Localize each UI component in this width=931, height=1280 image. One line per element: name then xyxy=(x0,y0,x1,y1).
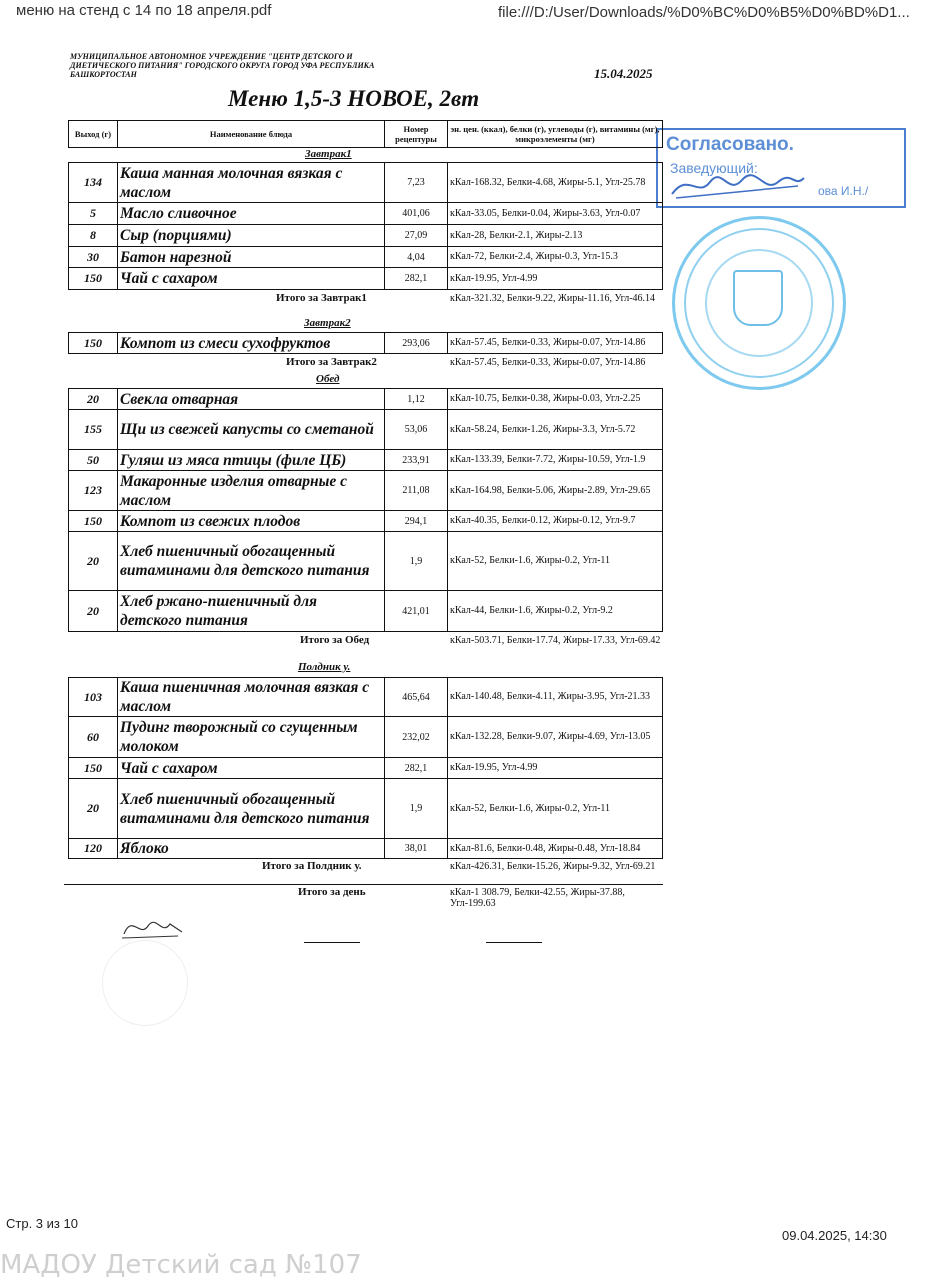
table-row xyxy=(69,591,663,632)
cell-recipe: 401,06 xyxy=(385,203,448,225)
cell-recipe: 1,9 xyxy=(385,532,448,591)
section-total-label: Итого за Завтрак1 xyxy=(276,292,367,304)
faded-seal-icon xyxy=(102,940,188,1026)
cell-name: Пудинг творожный со сгущенным молоком xyxy=(118,717,385,758)
cell-recipe: 1,9 xyxy=(385,779,448,839)
pdf-document-title: меню на стенд с 14 по 18 апреля.pdf xyxy=(16,2,272,19)
cell-nutrition: кКал-132.28, Белки-9.07, Жиры-4.69, Угл-13.05 xyxy=(448,717,663,758)
cell-nutrition: кКал-10.75, Белки-0.38, Жиры-0.03, Угл-2.25 xyxy=(448,389,663,410)
cell-recipe: 4,04 xyxy=(385,247,448,268)
table-row xyxy=(69,163,663,203)
cell-output: 120 xyxy=(69,839,118,859)
cell-nutrition: кКал-140.48, Белки-4.11, Жиры-3.95, Угл-21.33 xyxy=(448,678,663,717)
watermark: МАДОУ Детский сад №107 xyxy=(0,1250,362,1280)
cell-output: 123 xyxy=(69,471,118,511)
cell-output: 30 xyxy=(69,247,118,268)
menu-title: Меню 1,5-3 НОВОЕ, 2вт xyxy=(228,86,480,111)
menu-table-header xyxy=(68,120,663,148)
section-title: Завтрак2 xyxy=(304,317,351,329)
signature-icon xyxy=(118,912,188,942)
page-counter: Стр. 3 из 10 xyxy=(6,1216,78,1231)
table-row xyxy=(69,717,663,758)
cell-output: 50 xyxy=(69,450,118,471)
table-row xyxy=(69,450,663,471)
cell-nutrition: кКал-58.24, Белки-1.26, Жиры-3.3, Угл-5.72 xyxy=(448,410,663,450)
cell-recipe: 282,1 xyxy=(385,758,448,779)
cell-name: Хлеб пшеничный обогащенный витаминами для детского питания xyxy=(118,779,385,839)
cell-output: 103 xyxy=(69,678,118,717)
section-total-value: кКал-426.31, Белки-15.26, Жиры-9.32, Угл-69.21 xyxy=(450,861,656,872)
menu-date: 15.04.2025 xyxy=(594,66,653,81)
cell-recipe: 282,1 xyxy=(385,268,448,290)
cell-recipe: 232,02 xyxy=(385,717,448,758)
cell-recipe: 465,64 xyxy=(385,678,448,717)
table-row xyxy=(69,389,663,410)
approval-stamp xyxy=(656,128,906,208)
cell-recipe: 53,06 xyxy=(385,410,448,450)
organization-name: МУНИЦИПАЛЬНОЕ АВТОНОМНОЕ УЧРЕЖДЕНИЕ "ЦЕНТР ДЕТСКОГО И ДИЕТИЧЕСКОГО ПИТАНИЯ" ГОРОДСКОГО ОКРУГА ГОРОД УФА РЕСПУБЛИКА БАШКОРТОСТАН xyxy=(70,52,375,79)
cell-nutrition: кКал-164.98, Белки-5.06, Жиры-2.89, Угл-29.65 xyxy=(448,471,663,511)
cell-output: 150 xyxy=(69,268,118,290)
cell-recipe: 27,09 xyxy=(385,225,448,247)
cell-nutrition: кКал-52, Белки-1.6, Жиры-0.2, Угл-11 xyxy=(448,779,663,839)
cell-output: 20 xyxy=(69,779,118,839)
pdf-file-url: file:///D:/User/Downloads/%D0%BC%D0%B5%D0%BD%D1... xyxy=(498,4,910,21)
col-recipe: Номер рецептуры xyxy=(385,121,448,148)
cell-name: Масло сливочное xyxy=(118,203,385,225)
cell-name: Компот из смеси сухофруктов xyxy=(118,333,385,354)
cell-recipe: 38,01 xyxy=(385,839,448,859)
section-title: Полдник у. xyxy=(298,661,351,673)
section-table xyxy=(68,332,663,354)
cell-output: 20 xyxy=(69,532,118,591)
cell-output: 150 xyxy=(69,758,118,779)
cell-name: Щи из свежей капусты со сметаной xyxy=(118,410,385,450)
table-row xyxy=(69,678,663,717)
stamp-head-name: ова И.Н./ xyxy=(818,184,869,198)
section-total-label: Итого за Полдник у. xyxy=(262,860,362,872)
cell-nutrition: кКал-81.6, Белки-0.48, Жиры-0.48, Угл-18.84 xyxy=(448,839,663,859)
cell-name: Чай с сахаром xyxy=(118,268,385,290)
cell-name: Хлеб ржано-пшеничный для детского питания xyxy=(118,591,385,632)
table-row xyxy=(69,839,663,859)
cell-name: Гуляш из мяса птицы (филе ЦБ) xyxy=(118,450,385,471)
cell-output: 60 xyxy=(69,717,118,758)
cell-output: 20 xyxy=(69,389,118,410)
cell-name: Чай с сахаром xyxy=(118,758,385,779)
signature-line xyxy=(304,942,360,943)
cell-nutrition: кКал-33.05, Белки-0.04, Жиры-3.63, Угл-0.07 xyxy=(448,203,663,225)
cell-name: Макаронные изделия отварные с маслом xyxy=(118,471,385,511)
cell-output: 20 xyxy=(69,591,118,632)
section-total-value: кКал-57.45, Белки-0.33, Жиры-0.07, Угл-14.86 xyxy=(450,357,646,368)
section-total-label: Итого за Завтрак2 xyxy=(286,356,377,368)
cell-name: Каша манная молочная вязкая с маслом xyxy=(118,163,385,203)
section-title: Обед xyxy=(316,373,340,385)
cell-recipe: 7,23 xyxy=(385,163,448,203)
cell-name: Сыр (порциями) xyxy=(118,225,385,247)
divider xyxy=(64,884,663,885)
cell-recipe: 233,91 xyxy=(385,450,448,471)
print-datetime: 09.04.2025, 14:30 xyxy=(782,1228,887,1243)
cell-output: 150 xyxy=(69,511,118,532)
table-row xyxy=(69,333,663,354)
cell-recipe: 211,08 xyxy=(385,471,448,511)
cell-output: 134 xyxy=(69,163,118,203)
cell-nutrition: кКал-72, Белки-2.4, Жиры-0.3, Угл-15.3 xyxy=(448,247,663,268)
table-row xyxy=(69,247,663,268)
cell-nutrition: кКал-57.45, Белки-0.33, Жиры-0.07, Угл-14.86 xyxy=(448,333,663,354)
cell-name: Яблоко xyxy=(118,839,385,859)
cell-name: Свекла отварная xyxy=(118,389,385,410)
col-nutrition: эн. цен. (ккал), белки (г), углеводы (г), витамины (мг), микроэлементы (мг) xyxy=(448,121,663,148)
cell-output: 155 xyxy=(69,410,118,450)
cell-nutrition: кКал-28, Белки-2.1, Жиры-2.13 xyxy=(448,225,663,247)
cell-name: Батон нарезной xyxy=(118,247,385,268)
cell-recipe: 421,01 xyxy=(385,591,448,632)
cell-nutrition: кКал-44, Белки-1.6, Жиры-0.2, Угл-9.2 xyxy=(448,591,663,632)
cell-output: 8 xyxy=(69,225,118,247)
cell-nutrition: кКал-168.32, Белки-4.68, Жиры-5.1, Угл-25.78 xyxy=(448,163,663,203)
table-row xyxy=(69,410,663,450)
section-total-value: кКал-321.32, Белки-9.22, Жиры-11.16, Угл-46.14 xyxy=(450,293,656,304)
col-name: Наименование блюда xyxy=(118,121,385,148)
section-table xyxy=(68,388,663,632)
signature-icon xyxy=(668,168,808,202)
table-row xyxy=(69,471,663,511)
cell-recipe: 294,1 xyxy=(385,511,448,532)
table-row xyxy=(69,511,663,532)
section-total-label: Итого за Обед xyxy=(300,634,370,646)
cell-name: Компот из свежих плодов xyxy=(118,511,385,532)
cell-recipe: 293,06 xyxy=(385,333,448,354)
stamp-approved-text: Согласовано. xyxy=(666,134,794,155)
section-total-value: кКал-503.71, Белки-17.74, Жиры-17.33, Угл-69.42 xyxy=(450,635,661,646)
section-table xyxy=(68,677,663,859)
signature-line xyxy=(486,942,542,943)
table-row xyxy=(69,758,663,779)
seal-emblem-icon xyxy=(733,270,783,326)
stamp-head-label: Заведующий: xyxy=(670,160,758,176)
cell-nutrition: кКал-19.95, Угл-4.99 xyxy=(448,758,663,779)
day-total-value: кКал-1 308.79, Белки-42.55, Жиры-37.88, Угл-199.63 xyxy=(450,887,625,909)
cell-output: 5 xyxy=(69,203,118,225)
section-title: Завтрак1 xyxy=(305,148,352,160)
cell-output: 150 xyxy=(69,333,118,354)
cell-recipe: 1,12 xyxy=(385,389,448,410)
cell-nutrition: кКал-19.95, Угл-4.99 xyxy=(448,268,663,290)
cell-nutrition: кКал-133.39, Белки-7.72, Жиры-10.59, Угл-1.9 xyxy=(448,450,663,471)
table-row xyxy=(69,203,663,225)
cell-nutrition: кКал-40.35, Белки-0.12, Жиры-0.12, Угл-9.7 xyxy=(448,511,663,532)
table-row xyxy=(69,225,663,247)
day-total-label: Итого за день xyxy=(298,886,366,898)
cell-name: Хлеб пшеничный обогащенный витаминами для детского питания xyxy=(118,532,385,591)
cell-nutrition: кКал-52, Белки-1.6, Жиры-0.2, Угл-11 xyxy=(448,532,663,591)
cell-name: Каша пшеничная молочная вязкая с маслом xyxy=(118,678,385,717)
table-row xyxy=(69,268,663,290)
section-table xyxy=(68,162,663,290)
table-row xyxy=(69,779,663,839)
table-row xyxy=(69,532,663,591)
col-output: Выход (г) xyxy=(69,121,118,148)
